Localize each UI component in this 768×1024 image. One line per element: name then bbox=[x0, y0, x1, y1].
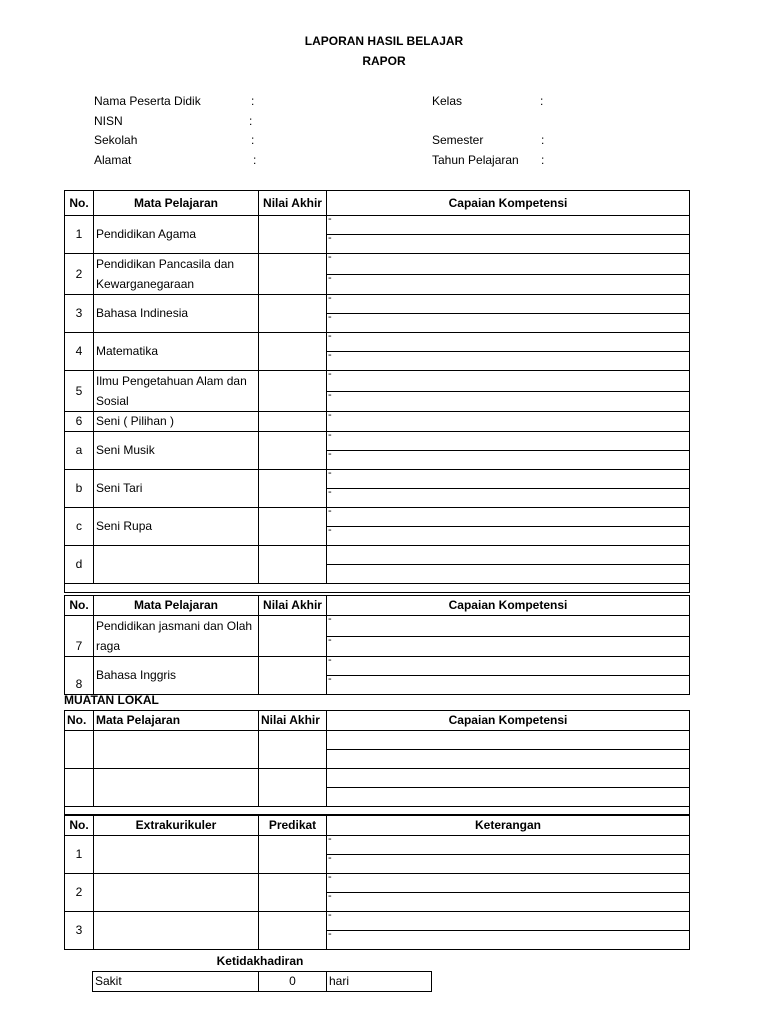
table-row bbox=[65, 295, 690, 314]
muatan-lokal-label: MUATAN LOKAL bbox=[64, 693, 159, 707]
extrakurikuler-cell[interactable] bbox=[94, 874, 259, 912]
capaian-cell[interactable]: - bbox=[327, 470, 690, 489]
row-no: 2 bbox=[65, 254, 94, 295]
subjects-table-2 bbox=[64, 595, 690, 695]
row-no: 7 bbox=[65, 616, 94, 657]
row-no: 2 bbox=[65, 874, 94, 912]
row-no: 3 bbox=[65, 295, 94, 333]
table-row bbox=[65, 731, 690, 750]
row-subject: Seni Tari bbox=[94, 470, 259, 508]
header-nilai-akhir: Nilai Akhir bbox=[259, 191, 327, 216]
capaian-cell[interactable]: - bbox=[327, 295, 690, 314]
capaian-cell[interactable]: - bbox=[327, 527, 690, 546]
nama-label: Nama Peserta Didik bbox=[94, 94, 201, 108]
nilai-akhir-cell[interactable] bbox=[259, 371, 327, 412]
report-title: LAPORAN HASIL BELAJAR bbox=[304, 34, 464, 48]
capaian-cell[interactable]: - bbox=[327, 676, 690, 695]
keterangan-cell[interactable]: - bbox=[327, 912, 690, 931]
table-row bbox=[65, 657, 690, 676]
capaian-cell[interactable]: - bbox=[327, 412, 690, 432]
nilai-akhir-cell[interactable] bbox=[259, 546, 327, 584]
nilai-akhir-cell[interactable] bbox=[259, 254, 327, 295]
nilai-akhir-cell[interactable] bbox=[259, 657, 327, 695]
capaian-cell[interactable]: - bbox=[327, 616, 690, 637]
predikat-cell[interactable] bbox=[259, 874, 327, 912]
spacer-cell bbox=[65, 584, 690, 593]
header-predikat: Predikat bbox=[259, 816, 327, 836]
row-no: c bbox=[65, 508, 94, 546]
spacer-cell bbox=[65, 807, 690, 815]
row-subject[interactable] bbox=[94, 731, 259, 769]
nilai-akhir-cell[interactable] bbox=[259, 295, 327, 333]
row-subject[interactable] bbox=[94, 769, 259, 807]
capaian-cell[interactable] bbox=[327, 565, 690, 584]
nilai-akhir-cell[interactable] bbox=[259, 508, 327, 546]
table-row bbox=[65, 333, 690, 352]
capaian-cell[interactable]: - bbox=[327, 432, 690, 451]
extrakurikuler-cell[interactable] bbox=[94, 912, 259, 950]
keterangan-cell[interactable]: - bbox=[327, 931, 690, 950]
table-row bbox=[65, 254, 690, 275]
table-row bbox=[65, 912, 690, 931]
row-no: 5 bbox=[65, 371, 94, 412]
capaian-cell[interactable]: - bbox=[327, 451, 690, 470]
row-no: 4 bbox=[65, 333, 94, 371]
header-mata-pelajaran: Mata Pelajaran bbox=[94, 191, 259, 216]
tahun-colon: : bbox=[541, 153, 545, 167]
header-nilai-akhir: Nilai Akhir bbox=[259, 711, 327, 731]
nilai-akhir-cell[interactable] bbox=[259, 216, 327, 254]
table-row bbox=[65, 546, 690, 565]
capaian-cell[interactable]: - bbox=[327, 391, 690, 412]
capaian-cell[interactable] bbox=[327, 788, 690, 807]
header-mata-pelajaran: Mata Pelajaran bbox=[94, 711, 259, 731]
row-no: 1 bbox=[65, 836, 94, 874]
predikat-cell[interactable] bbox=[259, 836, 327, 874]
capaian-cell[interactable] bbox=[327, 731, 690, 750]
row-subject bbox=[94, 546, 259, 584]
table-row bbox=[65, 836, 690, 855]
alamat-label: Alamat bbox=[94, 153, 132, 167]
row-subject: Seni ( Pilihan ) bbox=[94, 412, 259, 432]
table-row bbox=[65, 412, 690, 432]
row-subject: Pendidikan Agama bbox=[94, 216, 259, 254]
header-no: No. bbox=[65, 596, 94, 616]
row-no[interactable] bbox=[65, 731, 94, 769]
table-row bbox=[65, 508, 690, 527]
row-no: 3 bbox=[65, 912, 94, 950]
row-no: b bbox=[65, 470, 94, 508]
header-no: No. bbox=[65, 711, 94, 731]
nilai-akhir-cell[interactable] bbox=[259, 769, 327, 807]
extracurricular-table bbox=[64, 815, 690, 950]
semester-colon: : bbox=[541, 133, 545, 147]
capaian-cell[interactable]: - bbox=[327, 274, 690, 295]
predikat-cell[interactable] bbox=[259, 912, 327, 950]
table-row bbox=[65, 371, 690, 392]
muatan-lokal-table bbox=[64, 710, 690, 815]
kelas-label: Kelas bbox=[432, 94, 463, 108]
capaian-cell[interactable]: - bbox=[327, 254, 690, 275]
header-no: No. bbox=[65, 191, 94, 216]
row-subject: Ilmu Pengetahuan Alam dan Sosial bbox=[94, 371, 259, 412]
keterangan-cell[interactable]: - bbox=[327, 836, 690, 855]
capaian-cell[interactable]: - bbox=[327, 333, 690, 352]
capaian-cell[interactable]: - bbox=[327, 216, 690, 235]
row-subject: Seni Rupa bbox=[94, 508, 259, 546]
report-subtitle: RAPOR bbox=[362, 54, 406, 68]
table-row bbox=[65, 216, 690, 235]
nilai-akhir-cell[interactable] bbox=[259, 432, 327, 470]
capaian-cell[interactable]: - bbox=[327, 489, 690, 508]
header-keterangan: Keterangan bbox=[327, 816, 690, 836]
header-no: No. bbox=[65, 816, 94, 836]
row-no[interactable] bbox=[65, 769, 94, 807]
sakit-value[interactable]: 0 bbox=[259, 972, 327, 992]
nama-colon: : bbox=[251, 94, 255, 108]
sekolah-label: Sekolah bbox=[94, 133, 138, 147]
attendance-table bbox=[92, 971, 432, 992]
header-nilai-akhir: Nilai Akhir bbox=[259, 596, 327, 616]
table-row bbox=[65, 470, 690, 489]
sekolah-colon: : bbox=[251, 133, 255, 147]
capaian-cell[interactable] bbox=[327, 546, 690, 565]
row-subject: Pendidikan jasmani dan Olah raga bbox=[94, 616, 259, 657]
spacer-row bbox=[65, 584, 690, 593]
table-header-row bbox=[65, 191, 690, 216]
capaian-cell[interactable]: - bbox=[327, 235, 690, 254]
nilai-akhir-cell[interactable] bbox=[259, 333, 327, 371]
nisn-colon: : bbox=[249, 114, 253, 128]
table-header-row bbox=[65, 816, 690, 836]
row-subject: Bahasa Indinesia bbox=[94, 295, 259, 333]
table-row bbox=[65, 769, 690, 788]
attendance-title: Ketidakhadiran bbox=[216, 954, 304, 968]
table-header-row bbox=[65, 596, 690, 616]
extrakurikuler-cell[interactable] bbox=[94, 836, 259, 874]
nilai-akhir-cell[interactable] bbox=[259, 412, 327, 432]
kelas-colon: : bbox=[540, 94, 544, 108]
table-row bbox=[65, 432, 690, 451]
header-extrakurikuler: Extrakurikuler bbox=[94, 816, 259, 836]
capaian-cell[interactable]: - bbox=[327, 352, 690, 371]
table-row bbox=[65, 874, 690, 893]
row-no: 1 bbox=[65, 216, 94, 254]
row-no: a bbox=[65, 432, 94, 470]
table-header-row bbox=[65, 711, 690, 731]
keterangan-cell[interactable]: - bbox=[327, 855, 690, 874]
nilai-akhir-cell[interactable] bbox=[259, 731, 327, 769]
nilai-akhir-cell[interactable] bbox=[259, 470, 327, 508]
table-row bbox=[65, 616, 690, 637]
tahun-label: Tahun Pelajaran bbox=[432, 153, 519, 167]
capaian-cell[interactable]: - bbox=[327, 508, 690, 527]
capaian-cell[interactable]: - bbox=[327, 657, 690, 676]
spacer-row bbox=[65, 807, 690, 815]
row-no: d bbox=[65, 546, 94, 584]
semester-label: Semester bbox=[432, 133, 484, 147]
capaian-cell[interactable]: - bbox=[327, 314, 690, 333]
nilai-akhir-cell[interactable] bbox=[259, 616, 327, 657]
header-capaian: Capaian Kompetensi bbox=[327, 596, 690, 616]
nisn-label: NISN bbox=[94, 114, 123, 128]
header-mata-pelajaran: Mata Pelajaran bbox=[94, 596, 259, 616]
attendance-row-sakit bbox=[93, 972, 432, 992]
row-subject: Pendidikan Pancasila dan Kewarganegaraan bbox=[94, 254, 259, 295]
header-capaian: Capaian Kompetensi bbox=[327, 191, 690, 216]
capaian-cell[interactable] bbox=[327, 750, 690, 769]
keterangan-cell[interactable]: - bbox=[327, 874, 690, 893]
sakit-label: Sakit bbox=[93, 972, 259, 992]
keterangan-cell[interactable]: - bbox=[327, 893, 690, 912]
header-capaian: Capaian Kompetensi bbox=[327, 711, 690, 731]
capaian-cell[interactable]: - bbox=[327, 371, 690, 392]
row-no: 6 bbox=[65, 412, 94, 432]
alamat-colon: : bbox=[253, 153, 257, 167]
sakit-unit: hari bbox=[327, 972, 432, 992]
row-subject: Matematika bbox=[94, 333, 259, 371]
capaian-cell[interactable]: - bbox=[327, 636, 690, 657]
row-subject: Bahasa Inggris bbox=[94, 657, 259, 695]
row-no: 8 bbox=[65, 657, 94, 695]
capaian-cell[interactable] bbox=[327, 769, 690, 788]
subjects-table bbox=[64, 190, 690, 593]
row-subject: Seni Musik bbox=[94, 432, 259, 470]
